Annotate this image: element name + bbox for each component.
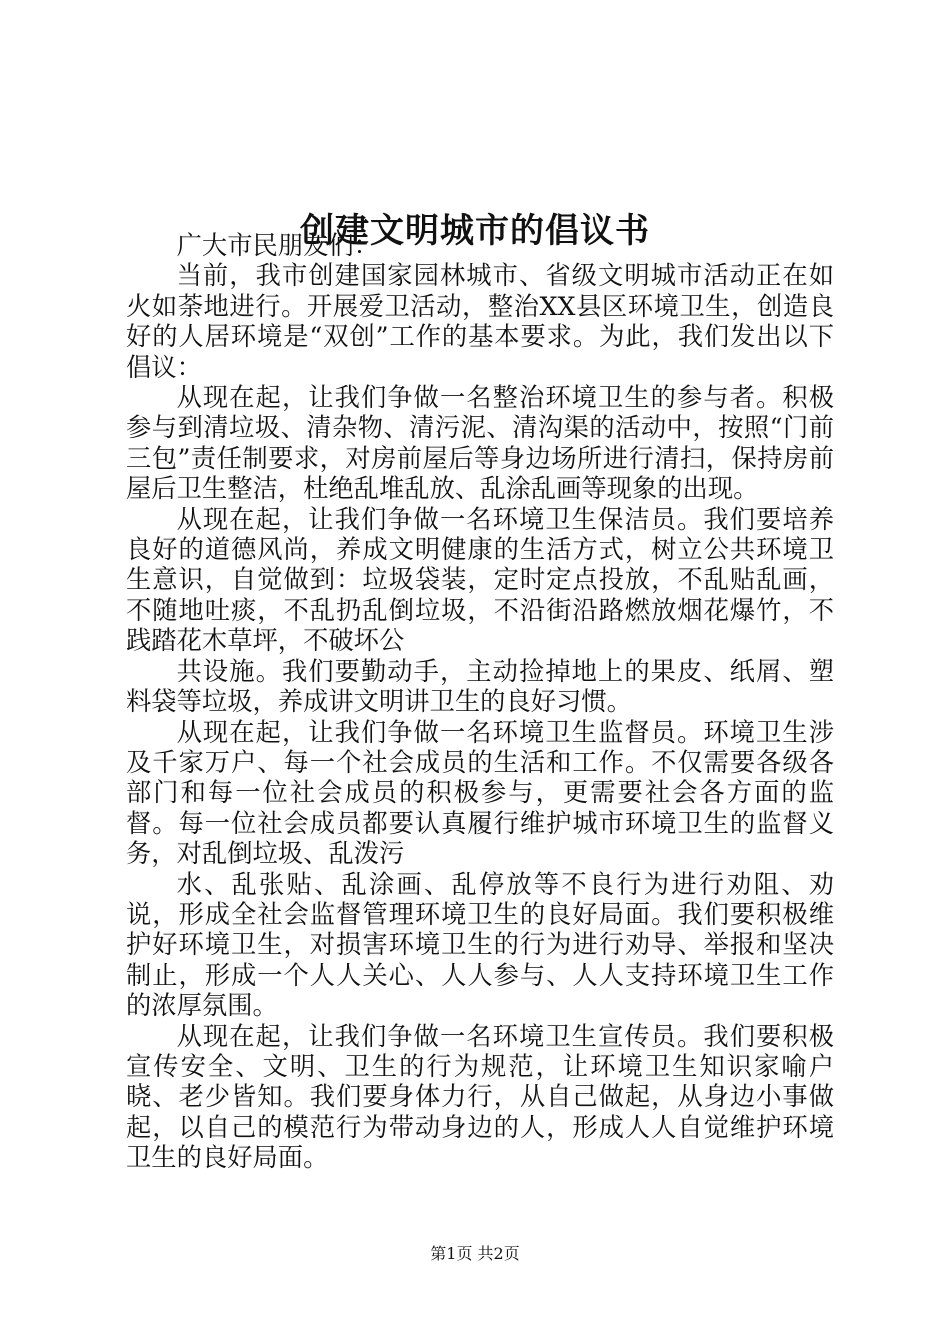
salutation: 广大市民朋友们： xyxy=(176,231,379,260)
paragraph-supervisor: 从现在起，让我们争做一名环境卫生监督员。环境卫生涉及千家万户、每一个社会成员的生活和工作。不仅需要各级各部门和每一位社会成员的积极参与，更需要社会各方面的监督。每一位社会成员都要认真履行维护城市环境卫生的监督义务，对乱倒垃圾、乱泼污 xyxy=(126,717,834,869)
paragraph-promoter: 从现在起，让我们争做一名环境卫生宣传员。我们要积极宣传安全、文明、卫生的行为规范，让环境卫生知识家喻户晓、老少皆知。我们要身体力行，从自己做起，从身边小事做起，以自己的模范行为带动身边的人，形成人人自觉维护环境卫生的良好局面。 xyxy=(126,1021,834,1173)
paragraph-cleaner: 从现在起，让我们争做一名环境卫生保洁员。我们要培养良好的道德风尚，养成文明健康的生活方式，树立公共环境卫生意识，自觉做到：垃圾袋装，定时定点投放，不乱贴乱画，不随地吐痰，不乱扔乱倒垃圾，不沿街沿路燃放烟花爆竹，不践踏花木草坪，不破坏公 xyxy=(126,504,834,656)
document-title: 创建文明城市的倡议书 xyxy=(300,210,650,251)
paragraph-intro: 当前，我市创建国家园林城市、省级文明城市活动正在如火如荼地进行。开展爱卫活动，整治XX县区环境卫生，创造良好的人居环境是“双创”工作的基本要求。为此，我们发出以下倡议： xyxy=(126,261,834,382)
paragraph-cleaner-continued: 共设施。我们要勤动手，主动捡掉地上的果皮、纸屑、塑料袋等垃圾，养成讲文明讲卫生的良好习惯。 xyxy=(126,656,834,717)
paragraph-participant: 从现在起，让我们争做一名整治环境卫生的参与者。积极参与到清垃圾、清杂物、清污泥、清沟渠的活动中，按照“门前三包”责任制要求，对房前屋后等身边场所进行清扫，保持房前屋后卫生整洁，杜绝乱堆乱放、乱涂乱画等现象的出现。 xyxy=(126,383,834,504)
paragraph-supervisor-continued: 水、乱张贴、乱涂画、乱停放等不良行为进行劝阻、劝说，形成全社会监督管理环境卫生的良好局面。我们要积极维护好环境卫生，对损害环境卫生的行为进行劝导、举报和坚决制止，形成一个人人关心、人人参与、人人支持环境卫生工作的浓厚氛围。 xyxy=(126,869,834,1021)
document-body xyxy=(126,231,834,1174)
page-number-footer: 第1页 共2页 xyxy=(430,1244,520,1263)
